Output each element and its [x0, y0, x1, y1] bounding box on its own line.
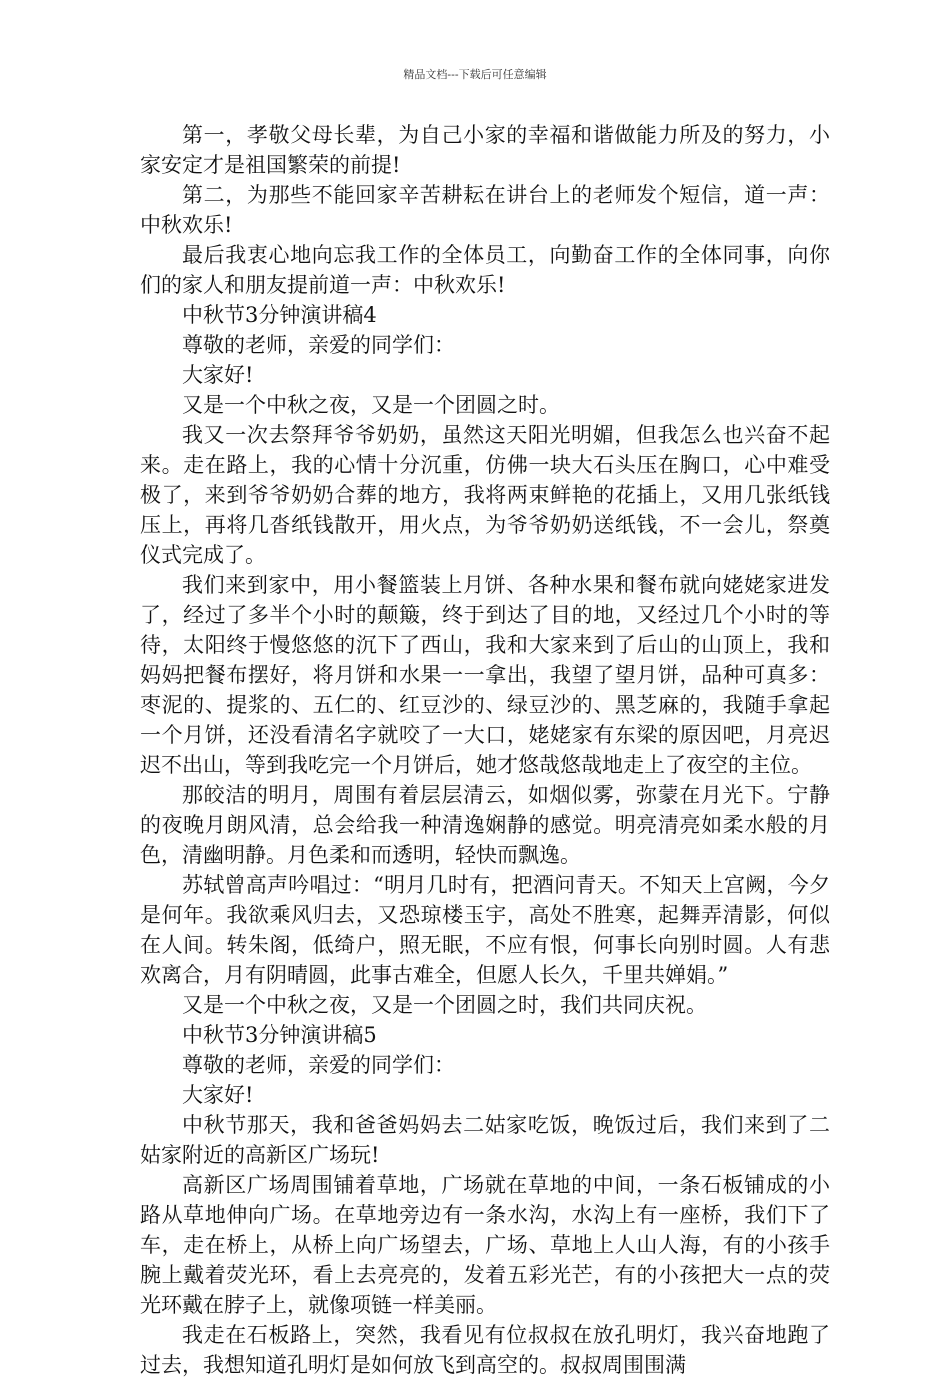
paragraph: 我走在石板路上，突然，我看见有位叔叔在放孔明灯，我兴奋地跑了过去，我想知道孔明灯是如何放飞到高空的。叔叔周围围满	[140, 1323, 830, 1377]
paragraph: 中秋节那天，我和爸爸妈妈去二姑家吃饭，晚饭过后，我们来到了二姑家附近的高新区广场玩!	[140, 1113, 830, 1167]
paragraph: 最后我衷心地向忘我工作的全体员工，向勤奋工作的全体同事，向你们的家人和朋友提前道一声：中秋欢乐!	[140, 243, 830, 297]
document-body	[140, 120, 830, 1380]
section-heading: 中秋节3分钟演讲稿5	[182, 1023, 377, 1047]
paragraph: 我们来到家中，用小餐篮装上月饼、各种水果和餐布就向姥姥家进发了，经过了多半个小时的颠簸，终于到达了目的地，又经过几个小时的等待，太阳终于慢悠悠的沉下了西山，我和大家来到了后山的山顶上，我和妈妈把餐布摆好，将月饼和水果一一拿出，我望了望月饼，品种可真多：枣泥的、提浆的、五仁的、红豆沙的、绿豆沙的、黑芝麻的，我随手拿起一个月饼，还没看清名字就咬了一大口，姥姥家有东梁的原因吧，月亮迟迟不出山，等到我吃完一个月饼后，她才悠哉悠哉地走上了夜空的主位。	[140, 573, 830, 777]
greeting: 大家好!	[182, 1083, 254, 1107]
greeting: 大家好!	[182, 363, 254, 387]
paragraph: 那皎洁的明月，周围有着层层清云，如烟似雾，弥蒙在月光下。宁静的夜晚月朗风清，总会给我一种清逸娴静的感觉。明亮清亮如柔水般的月色，清幽明静。月色柔和而透明，轻快而飘逸。	[140, 783, 830, 867]
paragraph: 第一，孝敬父母长辈，为自己小家的幸福和谐做能力所及的努力，小家安定才是祖国繁荣的前提!	[140, 123, 830, 177]
salutation: 尊敬的老师，亲爱的同学们：	[182, 333, 455, 357]
paragraph: 第二，为那些不能回家辛苦耕耘在讲台上的老师发个短信，道一声：中秋欢乐!	[140, 183, 830, 237]
paragraph: 又是一个中秋之夜，又是一个团圆之时，我们共同庆祝。	[182, 993, 707, 1017]
paragraph: 苏轼曾高声吟唱过：“明月几时有，把酒问青天。不知天上宫阙，今夕是何年。我欲乘风归去，又恐琼楼玉宇，高处不胜寒，起舞弄清影，何似在人间。转朱阁，低绮户，照无眠，不应有恨，何事长向别时圆。人有悲欢离合，月有阴晴圆，此事古难全，但愿人长久，千里共婵娟。”	[140, 873, 830, 987]
page-header: 精品文档---下载后可任意编辑	[403, 68, 547, 81]
paragraph: 我又一次去祭拜爷爷奶奶，虽然这天阳光明媚，但我怎么也兴奋不起来。走在路上，我的心情十分沉重，仿佛一块大石头压在胸口，心中难受极了，来到爷爷奶奶合葬的地方，我将两束鲜艳的花插上，又用几张纸钱压上，再将几沓纸钱散开，用火点，为爷爷奶奶送纸钱，不一会儿，祭奠仪式完成了。	[140, 423, 830, 567]
paragraph: 又是一个中秋之夜，又是一个团圆之时。	[182, 393, 560, 417]
section-heading: 中秋节3分钟演讲稿4	[182, 303, 377, 327]
paragraph: 高新区广场周围铺着草地，广场就在草地的中间，一条石板铺成的小路从草地伸向广场。在草地旁边有一条水沟，水沟上有一座桥，我们下了车，走在桥上，从桥上向广场望去，广场、草地上人山人海，有的小孩手腕上戴着荧光环，看上去亮亮的，发着五彩光芒，有的小孩把大一点的荧光环戴在脖子上，就像项链一样美丽。	[140, 1173, 830, 1317]
salutation: 尊敬的老师，亲爱的同学们：	[182, 1053, 455, 1077]
